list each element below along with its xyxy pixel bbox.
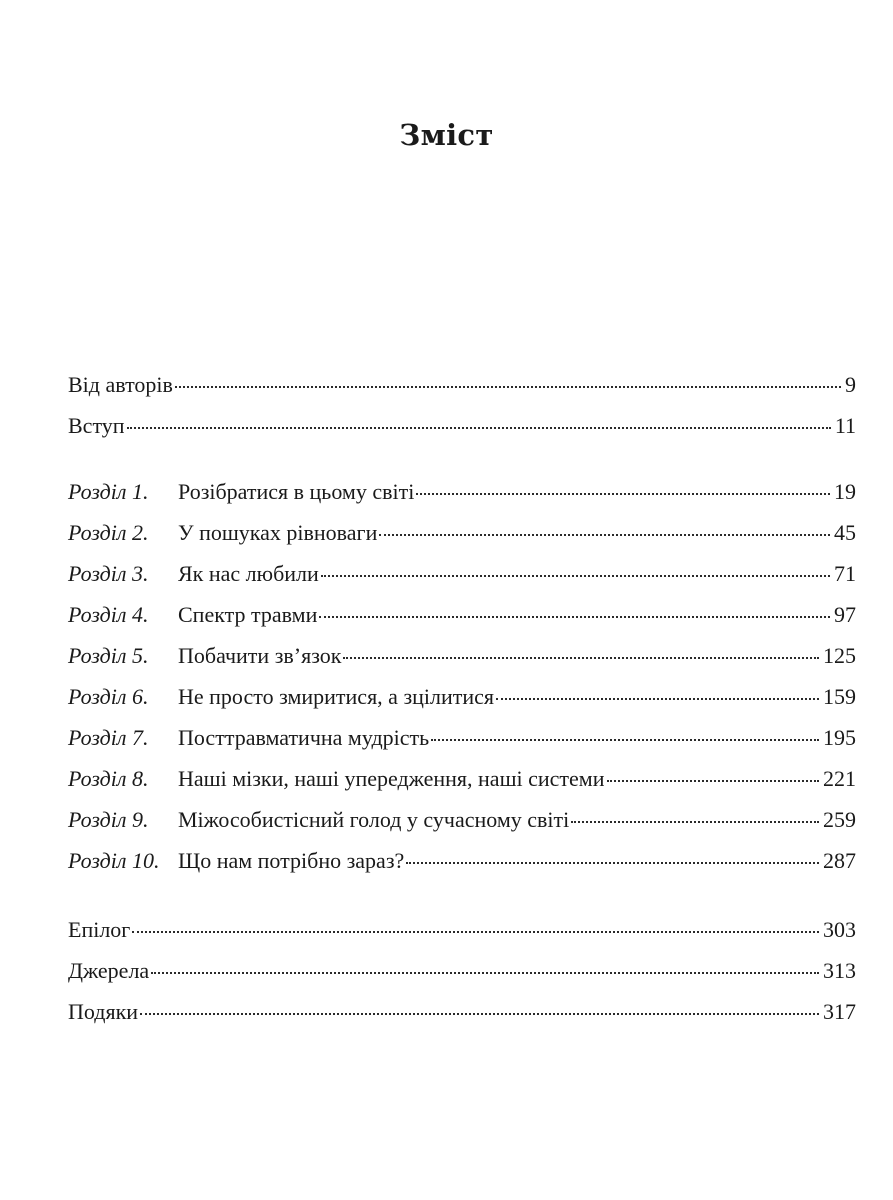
toc-chapter-entry xyxy=(68,643,856,684)
chapter-title: Що нам потрібно зараз? xyxy=(178,848,405,873)
chapter-title: Наші мізки, наші упередження, наші системи xyxy=(178,766,605,791)
chapter-number: Розділ 3. xyxy=(68,561,149,586)
dot-leader xyxy=(151,971,819,974)
chapter-page: 221 xyxy=(823,766,856,791)
toc-chapter-entry xyxy=(68,848,856,889)
dot-leader xyxy=(319,615,830,618)
dot-leader xyxy=(127,426,831,429)
chapter-number: Розділ 4. xyxy=(68,602,149,627)
dot-leader xyxy=(321,574,830,577)
toc-entry xyxy=(68,999,856,1040)
chapter-title: У пошуках рівноваги xyxy=(178,520,378,545)
chapter-title: Міжособистісний голод у сучасному світі xyxy=(178,807,570,832)
chapter-page: 287 xyxy=(823,848,856,873)
chapter-number: Розділ 9. xyxy=(68,807,149,832)
toc-entry xyxy=(68,958,856,999)
toc-entry-label: Від авторів xyxy=(68,372,173,397)
dot-leader xyxy=(406,861,819,864)
chapter-title: Побачити зв’язок xyxy=(178,643,342,668)
chapter-title: Розібратися в цьому світі xyxy=(178,479,415,504)
chapter-page: 125 xyxy=(823,643,856,668)
dot-leader xyxy=(496,697,819,700)
toc-front-matter xyxy=(68,372,856,454)
chapter-page: 71 xyxy=(834,561,856,586)
dot-leader xyxy=(343,656,819,659)
dot-leader xyxy=(571,820,819,823)
toc-entry-page: 11 xyxy=(834,413,856,438)
chapter-number: Розділ 2. xyxy=(68,520,149,545)
toc-chapter-entry xyxy=(68,725,856,766)
toc-chapter-entry xyxy=(68,561,856,602)
chapter-page: 195 xyxy=(823,725,856,750)
chapter-page: 97 xyxy=(834,602,856,627)
toc-entry xyxy=(68,413,856,454)
toc-chapter-entry xyxy=(68,602,856,643)
chapter-page: 45 xyxy=(834,520,856,545)
dot-leader xyxy=(431,738,819,741)
toc-entry-page: 313 xyxy=(823,958,856,983)
page-title: Зміст xyxy=(399,118,494,152)
toc-entry-label: Джерела xyxy=(68,958,150,983)
toc-chapters xyxy=(68,479,856,889)
chapter-title: Як нас любили xyxy=(178,561,319,586)
toc-chapter-entry xyxy=(68,520,856,561)
dot-leader xyxy=(379,533,830,536)
toc-entry-label: Подяки xyxy=(68,999,139,1024)
toc-entry-page: 303 xyxy=(823,917,856,942)
toc-entry xyxy=(68,917,856,958)
toc-entry-label: Вступ xyxy=(68,413,125,438)
chapter-number: Розділ 1. xyxy=(68,479,149,504)
chapter-number: Розділ 8. xyxy=(68,766,149,791)
chapter-number: Розділ 10. xyxy=(68,848,160,873)
toc-chapter-entry xyxy=(68,479,856,520)
dot-leader xyxy=(175,385,841,388)
toc-chapter-entry xyxy=(68,684,856,725)
chapter-page: 259 xyxy=(823,807,856,832)
toc-chapter-entry xyxy=(68,766,856,807)
chapter-number: Розділ 5. xyxy=(68,643,149,668)
dot-leader xyxy=(132,930,819,933)
dot-leader xyxy=(416,492,830,495)
chapter-title: Спектр травми xyxy=(178,602,318,627)
toc-entry-page: 317 xyxy=(823,999,856,1024)
chapter-number: Розділ 6. xyxy=(68,684,149,709)
toc-entry-page: 9 xyxy=(845,372,856,397)
chapter-page: 159 xyxy=(823,684,856,709)
chapter-title: Посттравматична мудрість xyxy=(178,725,430,750)
toc-entry-label: Епілог xyxy=(68,917,131,942)
dot-leader xyxy=(140,1012,819,1015)
dot-leader xyxy=(607,779,820,782)
toc-entry xyxy=(68,372,856,413)
toc-back-matter xyxy=(68,917,856,1040)
chapter-title: Не просто змиритися, а зцілитися xyxy=(178,684,495,709)
chapter-page: 19 xyxy=(834,479,856,504)
chapter-number: Розділ 7. xyxy=(68,725,149,750)
toc-chapter-entry xyxy=(68,807,856,848)
